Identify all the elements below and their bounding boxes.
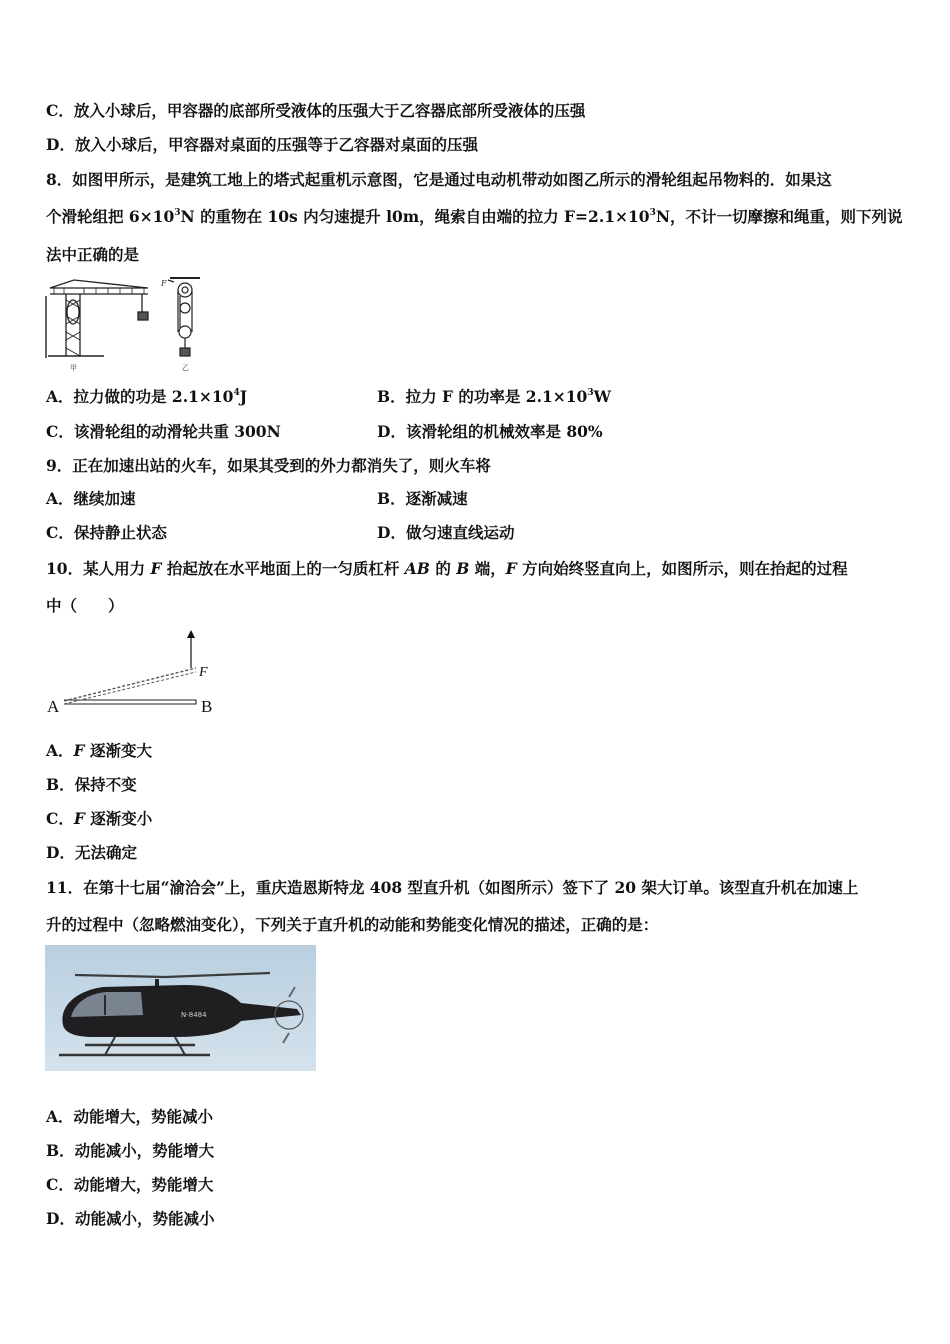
fig-label-jia: 甲 [70, 364, 77, 372]
q8-stem-line2: 个滑轮组把 $6\times 10^3N$ 的重物在 10s 内匀速提升 l0m，绳索自由端的拉力 $F=2.1\times 10^3N$，不计一切摩擦和绳重，则下列说 [46, 207, 903, 226]
q8-crane-pulley-figure [44, 276, 214, 372]
force-arrowhead [187, 630, 195, 638]
q8-option-c: C．该滑轮组的动滑轮共重 300N [46, 422, 281, 441]
q8-stem-line1: 8．如图甲所示，是建筑工地上的塔式起重机示意图，它是通过电动机带动如图乙所示的滑轮组起吊物料的．如果这 [46, 170, 832, 189]
q9-stem: 9．正在加速出站的火车，如果其受到的外力都消失了，则火车将 [46, 456, 491, 475]
fig-label-F: F [161, 279, 167, 288]
q11-helicopter-photo [45, 945, 316, 1071]
q10-option-b: B．保持不变 [46, 775, 137, 794]
q8-stem-line3: 法中正确的是 [46, 245, 140, 264]
q10-option-c: C．F 逐渐变小 [46, 809, 153, 828]
q9-option-d: D．做匀速直线运动 [377, 523, 515, 542]
q11-stem-line2: 升的过程中（忽略燃油变化），下列关于直升机的动能和势能变化情况的描述，正确的是： [46, 915, 659, 934]
registration-mark: N-8484 [181, 1011, 207, 1019]
force-label-f: F [199, 665, 208, 680]
lever-label-b: B [201, 697, 213, 716]
q8-option-d: D．该滑轮组的机械效率是 80% [377, 422, 603, 441]
q9-option-c: C．保持静止状态 [46, 523, 167, 542]
tower-crane-diagram [46, 280, 148, 358]
lever-label-a: A [47, 697, 60, 716]
q11-stem-line1: 11．在第十七届“渝洽会”上，重庆造恩斯特龙 408 型直升机（如图所示）签下了 20 架大订单。该型直升机在加速上 [46, 878, 859, 897]
q10-stem-line1: 10．某人用力 F 抬起放在水平地面上的一匀质杠杆 AB 的 B 端，F 方向始终竖直向上，如图所示，则在抬起的过程 [46, 559, 848, 578]
q11-option-b: B．动能减小，势能增大 [46, 1141, 215, 1160]
q10-option-d: D．无法确定 [46, 843, 137, 862]
q11-option-d: D．动能减小，势能减小 [46, 1209, 215, 1228]
q9-option-b: B．逐渐减速 [377, 489, 468, 508]
q8-option-a: A．拉力做的功是 $2.1\times 10^4J$ [46, 387, 248, 406]
pulley-group-diagram [168, 278, 200, 356]
lever-raised-dashed [64, 668, 196, 701]
q10-lever-figure [44, 624, 224, 720]
q8-option-b: B．拉力 F 的功率是 $2.1\times 10^3W$ [377, 387, 612, 406]
q11-option-c: C．动能增大，势能增大 [46, 1175, 214, 1194]
q10-stem-line2: 中（ ） [46, 596, 124, 615]
q11-option-a: A．动能增大，势能减小 [46, 1107, 214, 1126]
fig-label-yi: 乙 [182, 364, 189, 372]
lever-ground-rod [64, 700, 196, 704]
q7-option-c: C．放入小球后，甲容器的底部所受液体的压强大于乙容器底部所受液体的压强 [46, 101, 586, 120]
q9-option-a: A．继续加速 [46, 489, 136, 508]
q10-option-a: A．F 逐渐变大 [46, 741, 152, 760]
q7-option-d: D．放入小球后，甲容器对桌面的压强等于乙容器对桌面的压强 [46, 135, 478, 154]
